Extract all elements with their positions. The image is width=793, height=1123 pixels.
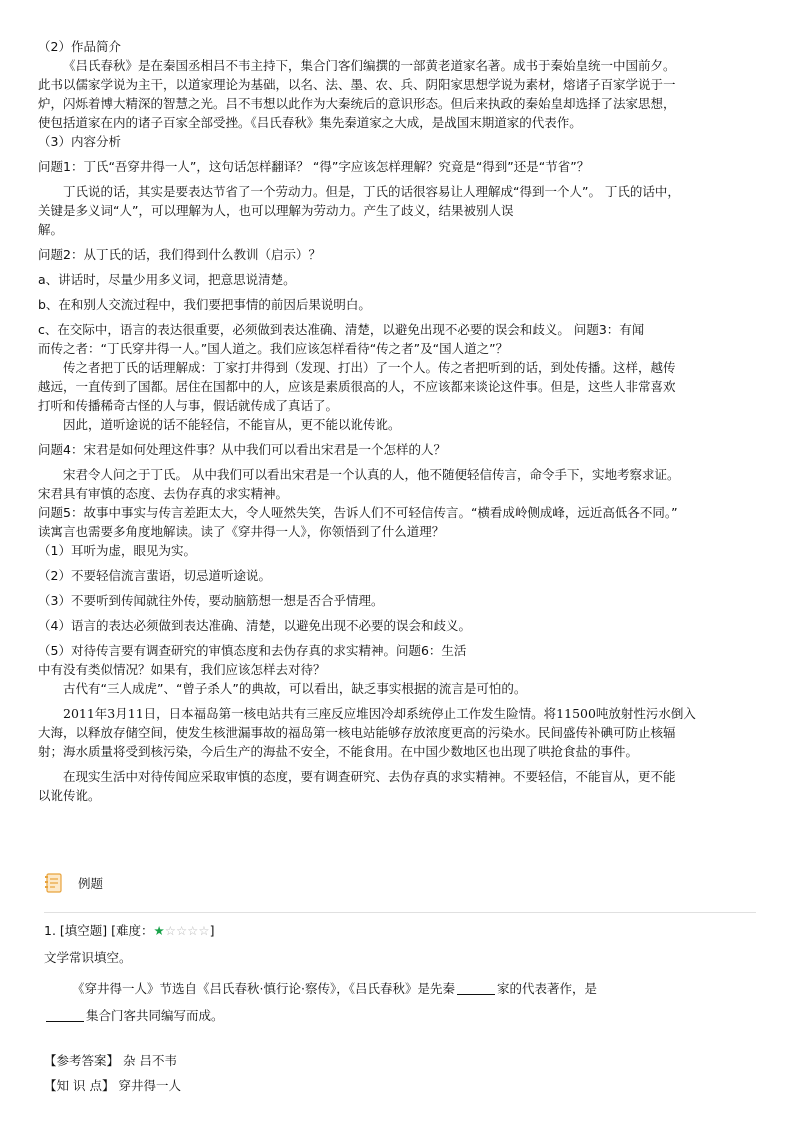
fukushima-line-2: 大海，以释放存储空间，使发生核泄漏事故的福岛第一核电站能够存放浓度更高的污染水。民间盛传补碘可防止核辐 (38, 725, 676, 740)
question-6: 中有没有类似情况？如果有，我们应该怎样去对待？ (38, 662, 326, 677)
question-type: 1. [填空题] [难度： (44, 923, 154, 938)
question-5-line-2: 读寓言也需要多角度地解读。读了《穿井得一人》，你领悟到了什么道理？ (38, 524, 445, 539)
knowledge-row (44, 1076, 756, 1095)
q1-answer-line-2: 关键是多义词“人”，可以理解为人，也可以理解为劳动力。产生了歧义，结果被别人误 (38, 203, 514, 218)
q2-point-c: c、在交际中，语言的表达很重要，必须做到表达准确、清楚，以避免出现不必要的误会和歧义。 问题3：有闻 (38, 322, 645, 337)
intro-line-2: 此书以儒家学说为主干，以道家理论为基础，以名、法、墨、农、兵、阴阳家思想学说为素材，熔诸子百家学说于一 (38, 77, 676, 92)
intro-line-4: 使包括道家在内的诸子百家全部受挫。《吕氏春秋》集先秦道家之大成，是战国末期道家的代表作。 (38, 115, 582, 130)
example-title: 例题 (78, 876, 104, 891)
difficulty-star-empty-icon: ☆☆☆☆ (164, 923, 210, 938)
blank-1-field[interactable] (457, 980, 495, 995)
q3-answer-line-2: 越远，一直传到了国都。居住在国都中的人，应该是素质很高的人，不应该都来谈论这件事。但是，这些人非常喜欢 (38, 379, 676, 394)
question-4: 问题4：宋君是如何处理这件事？从中我们可以看出宋君是一个怎样的人？ (38, 442, 446, 457)
q4-answer-line-2: 宋君具有审慎的态度、去伪存真的求实精神。 (38, 486, 289, 501)
question-body-part-1: 《穿井得一人》节选自《吕氏春秋·慎行论·察传》，《吕氏春秋》是先秦 (72, 981, 455, 996)
difficulty-star-filled-icon: ★ (153, 923, 165, 938)
q5-point-4: （4）语言的表达必须做到表达准确、清楚，以避免出现不必要的误会和歧义。 (38, 618, 471, 633)
conclusion-line-2: 以讹传讹。 (38, 788, 101, 803)
fukushima-line-1: 2011年3月11日，日本福岛第一核电站共有三座反应堆因冷却系统停止工作发生险情。将11500吨放射性污水倒入 (63, 706, 696, 721)
question-body-part-2: 家的代表著作，是 (496, 981, 597, 996)
analysis-heading: （3）内容分析 (38, 134, 121, 149)
blank-2-field[interactable] (46, 1007, 84, 1022)
question-body-line-1 (44, 979, 756, 998)
document-body (38, 37, 760, 805)
question-prompt: 文学常识填空。 (44, 950, 132, 965)
question-header (44, 921, 756, 940)
fukushima-line-3: 射；海水质量将受到核污染，今后生产的海盐不安全，不能食用。在中国少数地区也出现了哄抢食盐的事件。 (38, 744, 639, 759)
divider (44, 912, 756, 913)
example-header (44, 872, 103, 894)
knowledge-value: 穿井得一人 (118, 1078, 181, 1093)
q5-point-1: （1）耳听为虚，眼见为实。 (38, 543, 196, 558)
question-1: 问题1：丁氏“吾穿井得一人”，这句话怎样翻译？ “得”字应该怎样理解？究竟是“得到”还是“节省”？ (38, 159, 590, 174)
q5-point-3: （3）不要听到传闻就往外传，要动脑筋想一想是否合乎情理。 (38, 593, 384, 608)
q1-answer-line-1: 丁氏说的话，其实是要表达节省了一个劳动力。但是，丁氏的话很容易让人理解成“得到一个人”。 丁氏的话中， (63, 184, 680, 199)
question-body-part-3: 集合门客共同编写而成。 (86, 1008, 224, 1023)
q3-answer-line-3: 打听和传播稀奇古怪的人与事，假话就传成了真话了。 (38, 398, 339, 413)
intro-line-3: 炉，闪烁着博大精深的智慧之光。吕不韦想以此作为大秦统后的意识形态。但后来执政的秦始皇却选择了法家思想， (38, 96, 676, 111)
example-question (44, 921, 756, 1095)
q5-point-5: （5）对待传言要有调查研究的审慎态度和去伪存真的求实精神。问题6：生活 (38, 643, 467, 658)
question-header-end: ] (209, 923, 215, 938)
answer-row (44, 1051, 756, 1070)
q2-point-b: b、在和别人交流过程中，我们要把事情的前因后果说明白。 (38, 297, 371, 312)
conclusion-line-1: 在现实生活中对待传闻应采取审慎的态度，要有调查研究、去伪存真的求实精神。不要轻信，不能盲从，更不能 (63, 769, 676, 784)
question-5-line-1: 问题5：故事中事实与传言差距太大，令人哑然失笑，告诉人们不可轻信传言。“横看成岭侧成峰，远近高低各不同。” (38, 505, 678, 520)
q4-answer-line-1: 宋君令人问之于丁氏。 从中我们可以看出宋君是一个认真的人，他不随便轻信传言，命令手下，实地考察求证。 (63, 467, 680, 482)
q6-answer: 古代有“三人成虎”、“曾子杀人”的典故，可以看出，缺乏事实根据的流言是可怕的。 (63, 681, 527, 696)
knowledge-label: 【知 识 点】 (44, 1078, 115, 1093)
question-3: 而传之者：“丁氏穿井得一人。”国人道之。我们应该怎样看待“传之者”及“国人道之”？ (38, 341, 509, 356)
answer-label: 【参考答案】 (44, 1053, 120, 1068)
answer-value: 杂 吕不韦 (123, 1053, 177, 1068)
document-icon (44, 872, 64, 894)
q3-answer-line-1: 传之者把丁氏的话理解成：丁家打井得到（发现、打出）了一个人。传之者把听到的话，到处传播。这样，越传 (63, 360, 676, 375)
question-body-line-2 (44, 1006, 756, 1025)
q3-conclusion: 因此，道听途说的话不能轻信，不能盲从，更不能以讹传讹。 (63, 417, 401, 432)
q1-answer-line-3: 解。 (38, 222, 64, 237)
intro-line-1: 《吕氏春秋》是在秦国丞相吕不韦主持下，集合门客们编撰的一部黄老道家名著。成书于秦始皇统一中国前夕。 (63, 58, 676, 73)
q2-point-a: a、讲话时，尽量少用多义词，把意思说清楚。 (38, 272, 296, 287)
q5-point-2: （2）不要轻信流言蜚语，切忌道听途说。 (38, 568, 271, 583)
question-2: 问题2：从丁氏的话，我们得到什么教训（启示）？ (38, 247, 321, 262)
intro-heading: （2）作品简介 (38, 39, 121, 54)
